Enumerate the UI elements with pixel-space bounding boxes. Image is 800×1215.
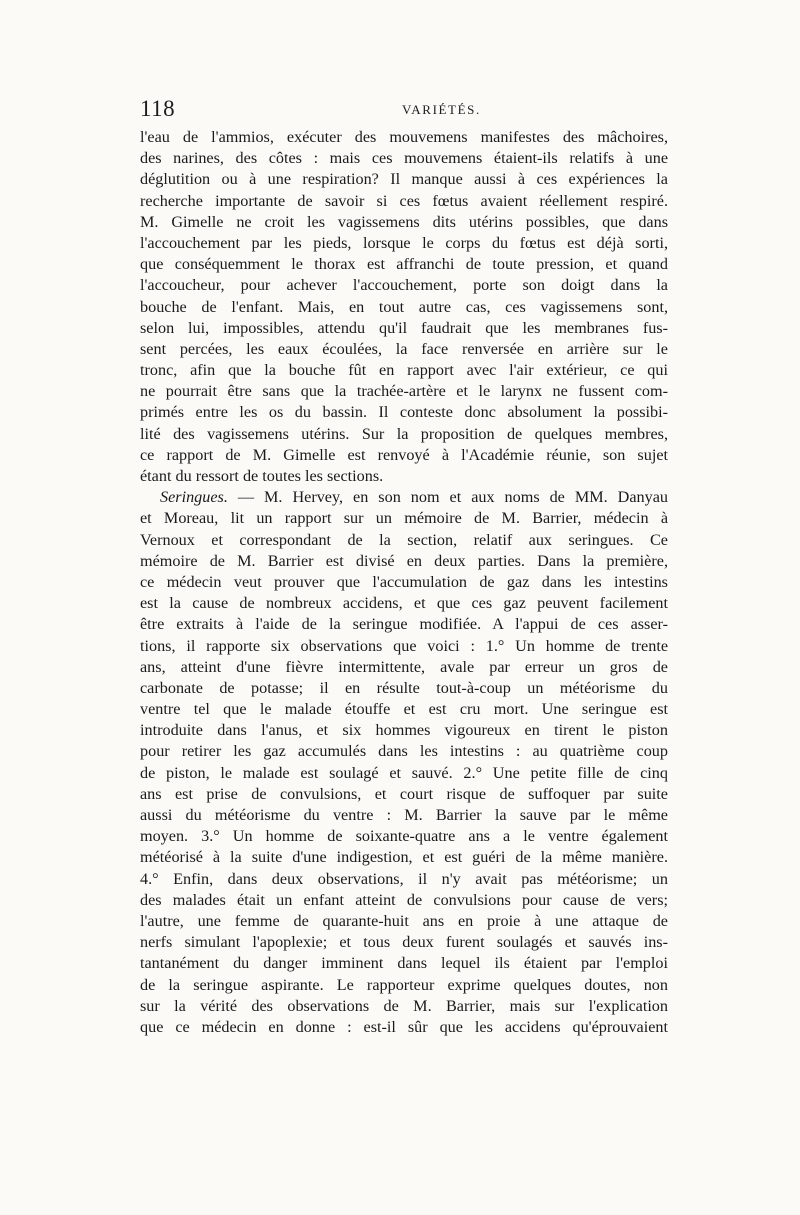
- text-line: ans est prise de convulsions, et court risque de suffoquer par suite: [140, 784, 668, 803]
- text-line: recherche importante de savoir si ces fœtus avaient réellement respiré.: [140, 191, 668, 210]
- text-line: des malades était un enfant atteint de convulsions pour cause de vers;: [140, 890, 668, 909]
- text-line: l'eau de l'ammios, exécuter des mouvemens manifestes des mâchoires,: [140, 128, 668, 146]
- text-line: bouche de l'enfant. Mais, en tout autre cas, ces vagissemens sont,: [140, 297, 668, 316]
- text-line: et Moreau, lit un rapport sur un mémoire de M. Barrier, médecin à: [140, 509, 668, 528]
- text-line: sent percées, les eaux écoulées, la face renversée en arrière sur le: [140, 339, 668, 358]
- text-line: carbonate de potasse; il en résulte tout-à-coup un météorisme du: [140, 678, 668, 697]
- paragraph-seringues: [140, 487, 668, 1038]
- text-line: selon lui, impossibles, attendu qu'il faudrait que les membranes fus-: [140, 318, 668, 337]
- text-line: tronc, afin que la bouche fût en rapport avec l'air extérieur, ce qui: [140, 361, 668, 380]
- text-line: Vernoux et correspondant de la section, relatif aux seringues. Ce: [140, 530, 668, 549]
- text-line: aussi du météorisme du ventre : M. Barrier la sauve par le même: [140, 806, 668, 824]
- text-line: ans, atteint d'une fièvre intermittente, avale par erreur un gros de: [140, 657, 668, 676]
- page-body: [140, 127, 668, 1038]
- text-line: sur la vérité des observations de M. Barrier, mais sur l'explication: [140, 996, 668, 1015]
- text-line: météorisé à la suite d'une indigestion, et est guéri de la même manière.: [140, 848, 668, 867]
- paragraph-vagissemens: [140, 127, 668, 487]
- section-rubric: Seringues.: [160, 488, 228, 507]
- text-line: déglutition ou à une respiration? Il manque aussi à ces expériences la: [140, 170, 668, 189]
- text-line: nerfs simulant l'apoplexie; et tous deux furent soulagés et sauvés ins-: [140, 933, 668, 952]
- text-line: moyen. 3.° Un homme de soixante-quatre ans a le ventre également: [140, 827, 668, 846]
- text-line: primés entre les os du bassin. Il conteste donc absolument la possibi-: [140, 403, 668, 422]
- text-line: ne pourrait être sans que la trachée-artère et le larynx ne fussent com-: [140, 382, 668, 401]
- text-line: introduite dans l'anus, et six hommes vigoureux en tirent le piston: [140, 721, 668, 740]
- text-line: est la cause de nombreux accidens, et que ces gaz peuvent facilement: [140, 594, 668, 613]
- text-line: [140, 487, 668, 508]
- text-line: des narines, des côtes : mais ces mouvemens étaient-ils relatifs à une: [140, 149, 668, 168]
- text-line: mémoire de M. Barrier est divisé en deux parties. Dans la première,: [140, 551, 668, 570]
- text-line: tions, il rapporte six observations que voici : 1.° Un homme de trente: [140, 636, 668, 655]
- text-line: étant du ressort de toutes les sections.: [140, 467, 384, 485]
- text-line: pour retirer les gaz accumulés dans les intestins : au quatrième coup: [140, 742, 668, 761]
- text-line: de la seringue aspirante. Le rapporteur exprime quelques doutes, non: [140, 975, 668, 994]
- text-line: l'accouchement par les pieds, lorsque le corps du fœtus est déjà sorti,: [140, 233, 668, 252]
- text-run: — M. Hervey, en son nom et aux noms de MM. Danyau: [227, 488, 668, 507]
- text-line: que ce médecin en donne : est-il sûr que les accidens qu'éprouvaient: [140, 1017, 668, 1036]
- page-header: [140, 96, 668, 124]
- text-line: l'accoucheur, pour achever l'accouchement, porte son doigt dans la: [140, 276, 668, 295]
- text-line: ventre tel que le malade étouffe et est cru mort. Une seringue est: [140, 700, 668, 719]
- text-line: 4.° Enfin, dans deux observations, il n'y avait pas météorisme; un: [140, 869, 668, 888]
- running-head: VARIÉTÉS.: [402, 102, 481, 117]
- text-line: de piston, le malade est soulagé et sauvé. 2.° Une petite fille de cinq: [140, 763, 668, 782]
- text-line: l'autre, une femme de quarante-huit ans en proie à une attaque de: [140, 911, 668, 930]
- page-number: 118: [140, 96, 176, 121]
- text-line: lité des vagissemens utérins. Sur la proposition de quelques membres,: [140, 424, 668, 443]
- text-line: tantanément du danger imminent dans lequel ils étaient par l'emploi: [140, 954, 668, 973]
- text-line: que conséquemment le thorax est affranchi de toute pression, et quand: [140, 255, 668, 274]
- text-line: ce médecin veut prouver que l'accumulation de gaz dans les intestins: [140, 572, 668, 591]
- text-line: M. Gimelle ne croit les vagissemens dits utérins possibles, que dans: [140, 212, 668, 231]
- text-line: être extraits à l'aide de la seringue modifiée. A l'appui de ces asser-: [140, 615, 668, 634]
- text-line: ce rapport de M. Gimelle est renvoyé à l'Académie réunie, son sujet: [140, 445, 668, 464]
